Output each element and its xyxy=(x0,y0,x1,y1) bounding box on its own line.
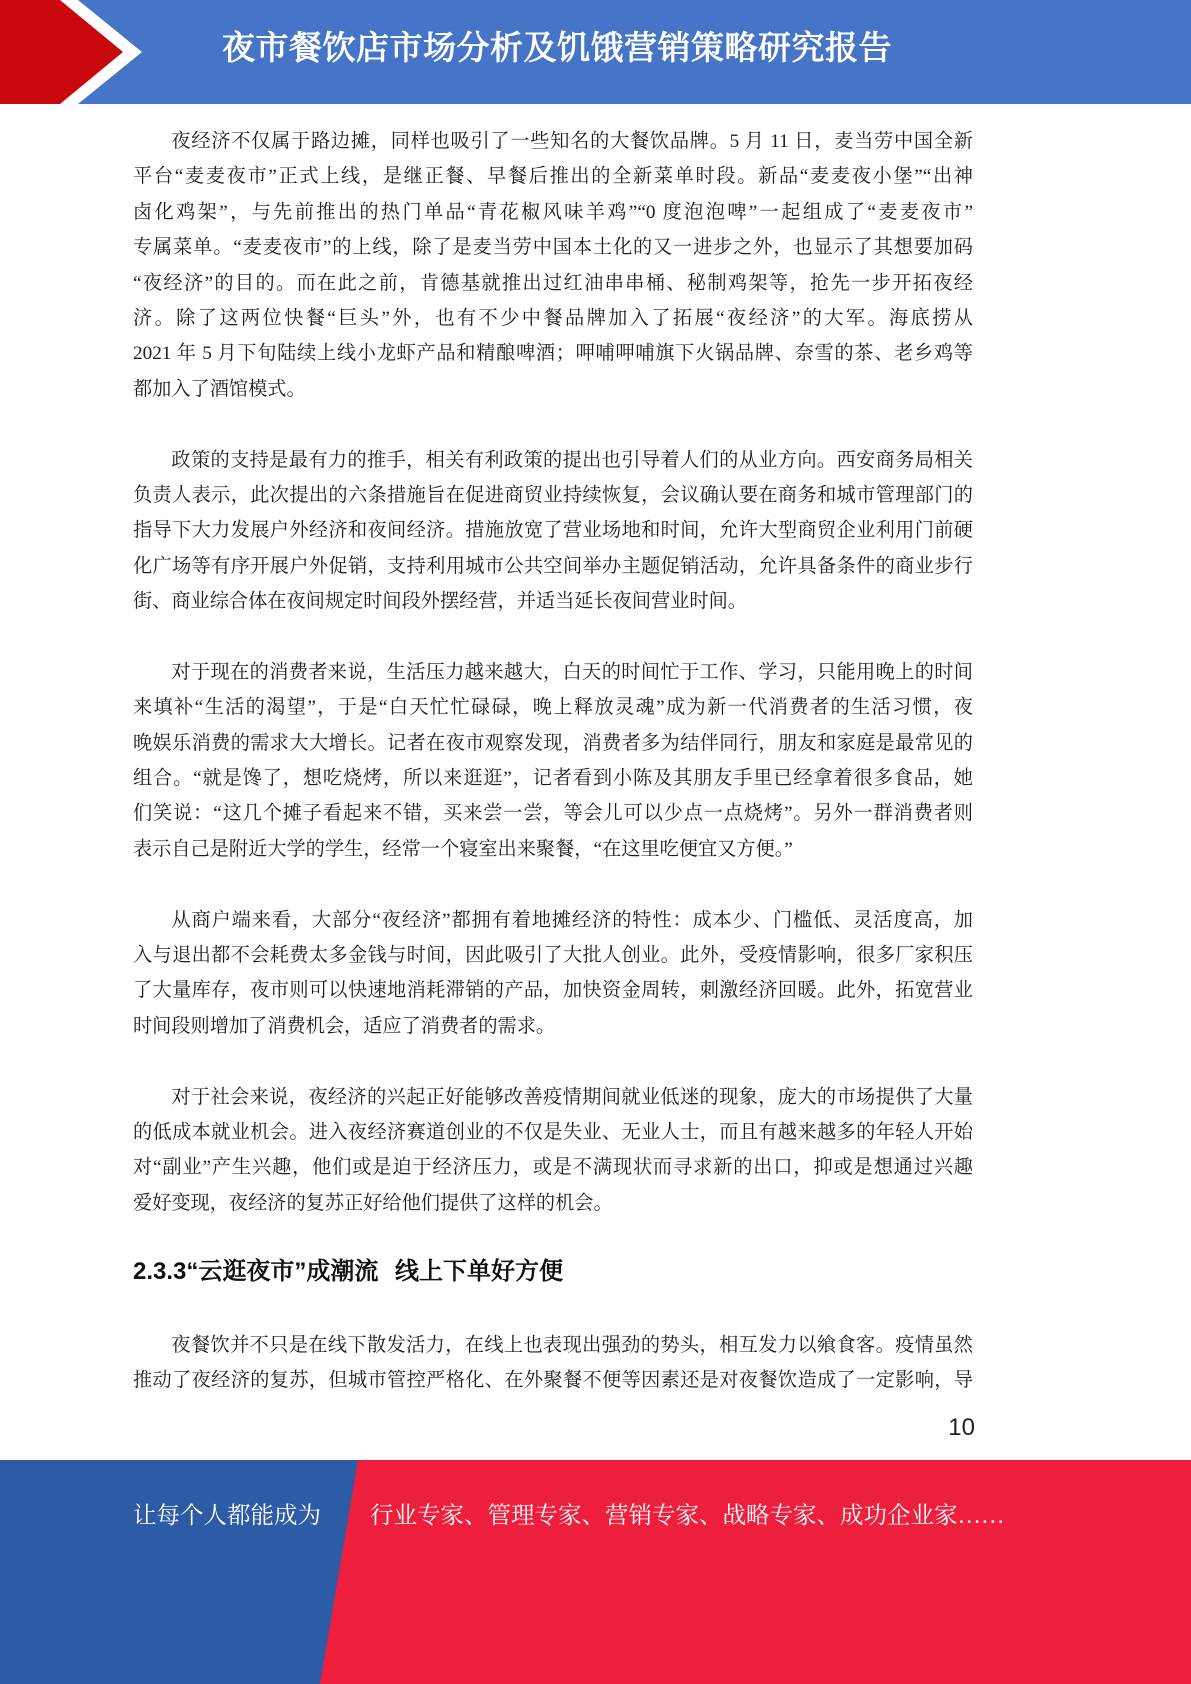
section-text xyxy=(133,1328,973,1399)
text-line: 都加入了酒馆模式。 xyxy=(133,378,306,400)
text-line: 2021 年 5 月下旬陆续上线小龙虾产品和精酿啤酒；呷哺呷哺旗下火锅品牌、奈雪的茶、老乡鸡等 xyxy=(133,343,973,365)
text-line: 济。除了这两位快餐“巨头”外，也有不少中餐品牌加入了拓展“夜经济”的大军。海底捞从 xyxy=(133,307,973,329)
text-line: 组合。“就是馋了，想吃烧烤，所以来逛逛”，记者看到小陈及其朋友手里已经拿着很多食品，她 xyxy=(133,768,973,790)
paragraph xyxy=(133,443,973,620)
footer-slogan-left: 让每个人都能成为 xyxy=(133,1503,321,1529)
text-line: 推动了夜经济的复苏，但城市管控严格化、在外聚餐不便等因素还是对夜餐饮造成了一定影响，导 xyxy=(133,1370,973,1392)
text-line: 对于现在的消费者来说，生活压力越来越大，白天的时间忙于工作、学习，只能用晚上的时间 xyxy=(171,661,973,683)
paragraph xyxy=(133,903,973,1045)
text-line: 入与退出都不会耗费太多金钱与时间，因此吸引了大批人创业。此外，受疫情影响，很多厂家积压 xyxy=(133,944,973,966)
text-line: 来填补“生活的渴望”，于是“白天忙忙碌碌，晚上释放灵魂”成为新一代消费者的生活习惯，夜 xyxy=(133,697,973,719)
text-line: 政策的支持是最有力的推手，相关有利政策的提出也引导着人们的从业方向。西安商务局相关 xyxy=(171,449,973,471)
footer-slogan-right: 行业专家、管理专家、营销专家、战略专家、成功企业家…… xyxy=(370,1503,1005,1529)
text-line: 的低成本就业机会。进入夜经济赛道创业的不仅是失业、无业人士，而且有越来越多的年轻人开始 xyxy=(133,1121,973,1143)
text-line: 卤化鸡架”，与先前推出的热门单品“青花椒风味羊鸡”“0 度泡泡啤”一起组成了“麦麦夜市” xyxy=(133,201,973,223)
paragraph xyxy=(133,124,973,407)
section-heading: 2.3.3“云逛夜市”成潮流 线上下单好方便 xyxy=(133,1258,564,1285)
text-line: 们笑说：“这几个摊子看起来不错，买来尝一尝，等会儿可以少点一点烧烤”。另外一群消费者则 xyxy=(133,803,973,825)
text-line: 街、商业综合体在夜间规定时间段外摆经营，并适当延长夜间营业时间。 xyxy=(133,591,747,613)
text-line: 晚娱乐消费的需求大大增长。记者在夜市观察发现，消费者多为结伴同行，朋友和家庭是最常见的 xyxy=(133,732,973,754)
text-line: 平台“麦麦夜市”正式上线，是继正餐、早餐后推出的全新菜单时段。新品“麦麦夜小堡”“出神 xyxy=(133,166,973,188)
text-line: 夜餐饮并不只是在线下散发活力，在线上也表现出强劲的势头，相互发力以飨食客。疫情虽然 xyxy=(171,1335,973,1356)
text-line: 负责人表示，此次提出的六条措施旨在促进商贸业持续恢复，会议确认要在商务和城市管理部门的 xyxy=(133,484,973,506)
text-line: “夜经济”的目的。而在此之前，肯德基就推出过红油串串桶、秘制鸡架等，抢先一步开拓夜经 xyxy=(133,272,973,294)
text-line: 表示自己是附近大学的学生，经常一个寝室出来聚餐，“在这里吃便宜又方便。” xyxy=(133,838,793,860)
footer-band xyxy=(0,1460,1191,1684)
text-line: 化广场等有序开展户外促销，支持利用城市公共空间举办主题促销活动，允许具备条件的商业步行 xyxy=(133,555,973,577)
text-line: 了大量库存，夜市则可以快速地消耗滞销的产品，加快资金周转，刺激经济回暖。此外，拓宽营业 xyxy=(133,980,973,1002)
text-line: 从商户端来看，大部分“夜经济”都拥有着地摊经济的特性：成本少、门槛低、灵活度高，加 xyxy=(171,909,973,931)
page-number: 10 xyxy=(948,1414,975,1441)
paragraph xyxy=(133,1080,973,1222)
body-text xyxy=(133,124,973,1221)
paragraph xyxy=(133,655,973,867)
text-line: 夜经济不仅属于路边摊，同样也吸引了一些知名的大餐饮品牌。5 月 11 日，麦当劳中国全新 xyxy=(171,131,973,152)
text-line: 对“副业”产生兴趣，他们或是迫于经济压力，或是不满现状而寻求新的出口，抑或是想通过兴趣 xyxy=(133,1157,973,1179)
footer-red-band xyxy=(320,1460,1191,1684)
text-line: 时间段则增加了消费机会，适应了消费者的需求。 xyxy=(133,1015,556,1037)
paragraph xyxy=(133,1328,973,1399)
report-title: 夜市餐饮店市场分析及饥饿营销策略研究报告 xyxy=(222,29,892,66)
text-line: 专属菜单。“麦麦夜市”的上线，除了是麦当劳中国本土化的又一进步之外，也显示了其想要加码 xyxy=(133,237,973,259)
text-line: 爱好变现，夜经济的复苏正好给他们提供了这样的机会。 xyxy=(133,1192,613,1214)
text-line: 指导下大力发展户外经济和夜间经济。措施放宽了营业场地和时间，允许大型商贸企业利用门前硬 xyxy=(133,520,973,542)
text-line: 对于社会来说，夜经济的兴起正好能够改善疫情期间就业低迷的现象，庞大的市场提供了大量 xyxy=(171,1086,973,1108)
